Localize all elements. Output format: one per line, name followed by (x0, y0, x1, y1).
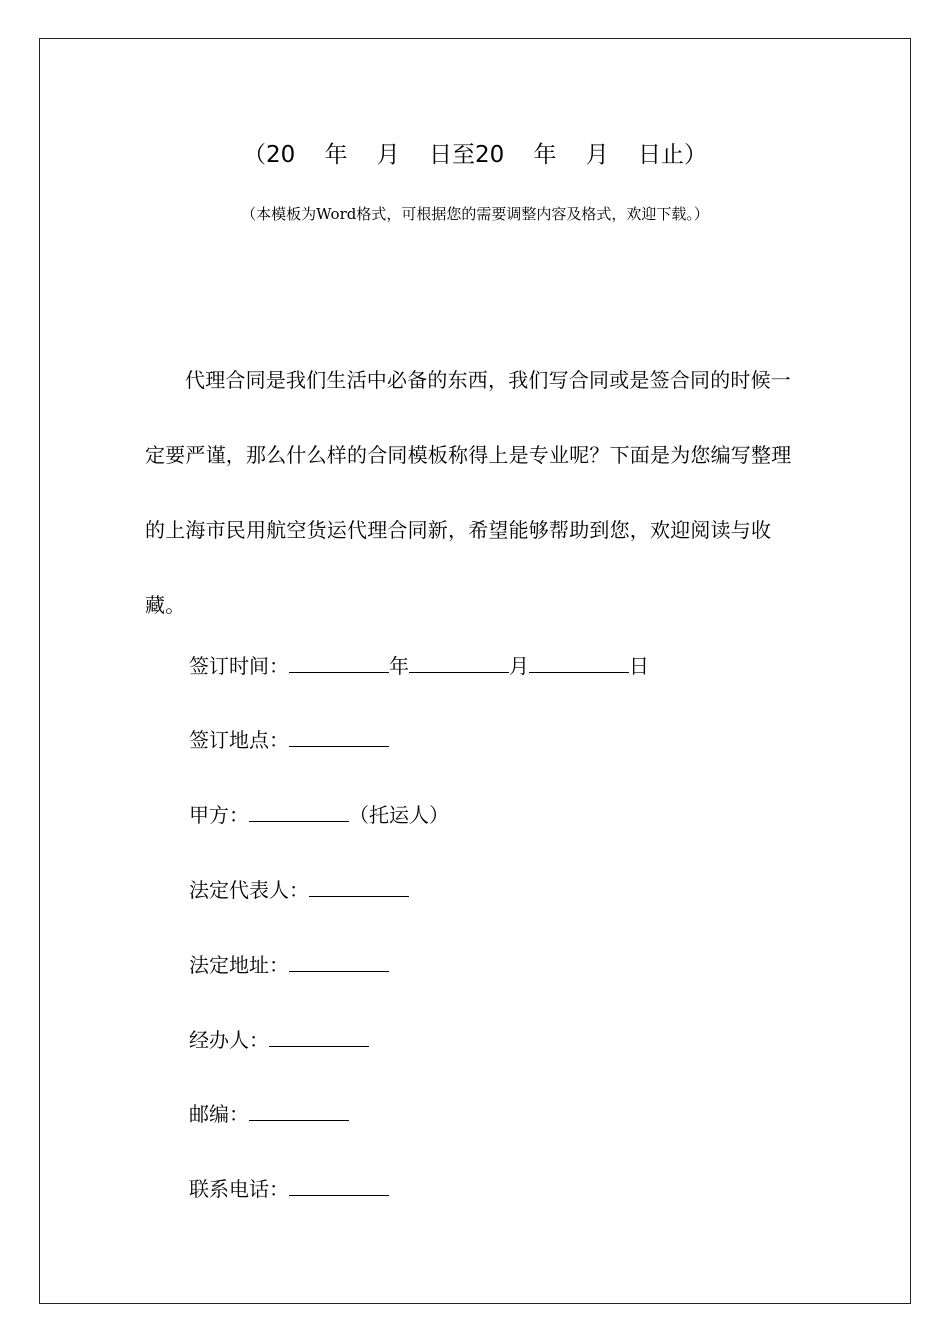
handler-blank[interactable] (269, 1028, 369, 1047)
legal-address-label: 法定地址： (189, 953, 289, 977)
contract-period: （20 年 月 日至20 年 月 日止） (243, 142, 707, 168)
phone-label: 联系电话： (189, 1177, 289, 1201)
party-a-blank[interactable] (249, 803, 349, 822)
template-note: （本模板为Word格式，可根据您的需要调整内容及格式，欢迎下载。） (241, 205, 709, 223)
sign-place-blank[interactable] (289, 728, 389, 747)
sign-time-field (189, 650, 649, 679)
day-blank[interactable] (529, 654, 629, 673)
postcode-blank[interactable] (249, 1102, 349, 1121)
sign-place-field (189, 724, 389, 753)
legal-rep-label: 法定代表人： (189, 878, 309, 902)
year-label: 年 (389, 654, 409, 678)
party-a-label: 甲方： (189, 803, 249, 827)
month-blank[interactable] (409, 654, 509, 673)
handler-field (189, 1024, 369, 1053)
month-label: 月 (509, 654, 529, 678)
day-label: 日 (629, 654, 649, 678)
legal-rep-blank[interactable] (309, 878, 409, 897)
sign-time-label: 签订时间： (189, 654, 289, 678)
postcode-field (189, 1098, 349, 1127)
intro-paragraph: 代理合同是我们生活中必备的东西，我们写合同或是签合同的时候一定要严谨，那么什么样的合同模板称得上是专业呢？下面是为您编写整理的上海市民用航空货运代理合同新，希望能够帮助到您，欢迎阅读与收藏。 (145, 368, 792, 617)
legal-address-field (189, 949, 389, 978)
postcode-label: 邮编： (189, 1102, 249, 1126)
phone-field (189, 1173, 389, 1202)
legal-address-blank[interactable] (289, 953, 389, 972)
sign-place-label: 签订地点： (189, 728, 289, 752)
phone-blank[interactable] (289, 1177, 389, 1196)
legal-rep-field (189, 874, 409, 903)
party-a-field (189, 799, 449, 828)
party-a-suffix: （托运人） (349, 803, 449, 827)
year-blank[interactable] (289, 654, 389, 673)
handler-label: 经办人： (189, 1028, 269, 1052)
